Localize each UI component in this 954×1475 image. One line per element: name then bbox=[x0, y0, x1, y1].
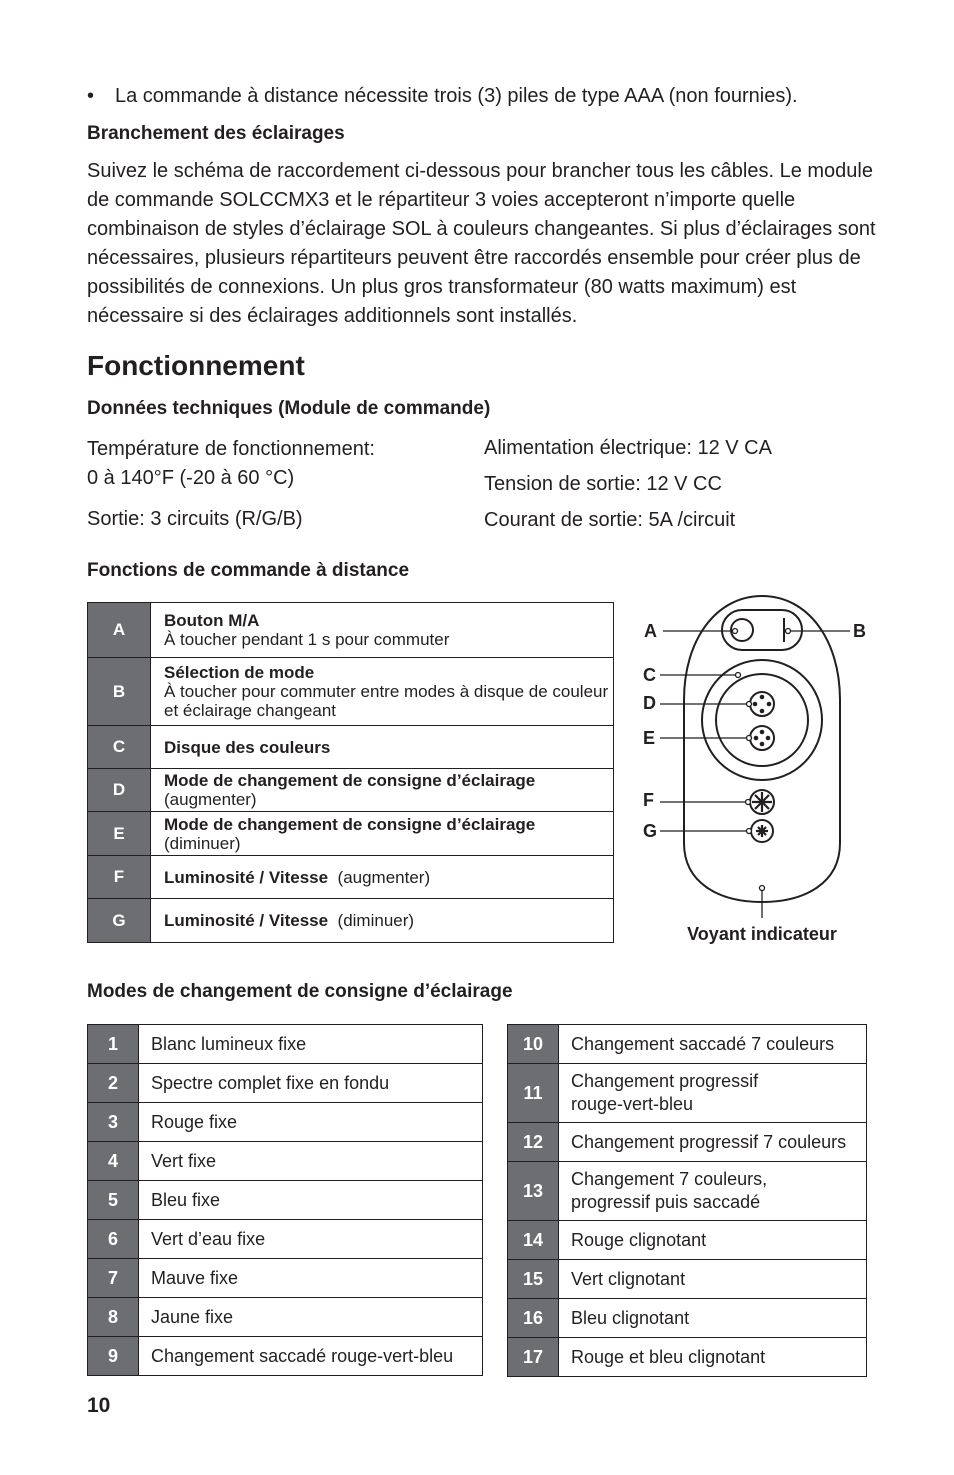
mode-text: Rouge et bleu clignotant bbox=[559, 1338, 867, 1377]
modes-table-left bbox=[87, 1024, 483, 1376]
table-row bbox=[88, 603, 614, 658]
label-d: D bbox=[643, 693, 656, 713]
table-row bbox=[88, 1259, 483, 1298]
table-row bbox=[88, 658, 614, 726]
mode-num: 1 bbox=[88, 1025, 139, 1064]
mode-text: Blanc lumineux fixe bbox=[139, 1025, 483, 1064]
mode-text: Changement progressif 7 couleurs bbox=[559, 1123, 867, 1162]
table-row bbox=[88, 856, 614, 899]
mode-num: 14 bbox=[508, 1221, 559, 1260]
row-title: Mode de changement de consigne d’éclairage bbox=[164, 814, 536, 834]
row-title: Mode de changement de consigne d’éclairage bbox=[164, 771, 536, 790]
row-desc: À toucher pour commuter entre modes à disque de couleur et éclairage changeant bbox=[164, 682, 609, 720]
table-row bbox=[508, 1221, 867, 1260]
indicator-label: Voyant indicateur bbox=[687, 924, 837, 944]
mode-text: Changement saccadé rouge-vert-bleu bbox=[139, 1337, 483, 1376]
row-desc: (diminuer) bbox=[164, 833, 241, 853]
table-row bbox=[88, 1298, 483, 1337]
remote-heading: Fonctions de commande à distance bbox=[87, 560, 410, 581]
mode-text: Changement 7 couleurs, progressif puis saccadé bbox=[559, 1162, 867, 1221]
mode-num: 5 bbox=[88, 1181, 139, 1220]
mode-text: Changement progressif rouge-vert-bleu bbox=[559, 1064, 867, 1123]
table-row bbox=[508, 1123, 867, 1162]
table-row bbox=[88, 1103, 483, 1142]
mode-num: 13 bbox=[508, 1162, 559, 1221]
remote-diagram bbox=[630, 590, 880, 955]
table-row bbox=[88, 1064, 483, 1103]
row-key: C bbox=[88, 726, 151, 769]
spec-temp-label: Température de fonctionnement: bbox=[87, 438, 375, 460]
row-content bbox=[151, 769, 614, 812]
color-disc-inner bbox=[716, 674, 808, 766]
mode-text: Bleu fixe bbox=[139, 1181, 483, 1220]
row-title: Luminosité / Vitesse bbox=[164, 867, 329, 887]
row-content bbox=[151, 658, 614, 726]
mode-num: 6 bbox=[88, 1220, 139, 1259]
table-row bbox=[508, 1299, 867, 1338]
label-b: B bbox=[853, 621, 866, 641]
row-title: Sélection de mode bbox=[164, 663, 315, 682]
row-title: Bouton M/A bbox=[164, 611, 260, 630]
table-row bbox=[88, 899, 614, 943]
spec-output: Sortie: 3 circuits (R/G/B) bbox=[87, 508, 303, 530]
mode-text: Rouge fixe bbox=[139, 1103, 483, 1142]
spec-temp-value: 0 à 140°F (-20 à 60 °C) bbox=[87, 467, 295, 489]
mode-num: 4 bbox=[88, 1142, 139, 1181]
table-row bbox=[88, 726, 614, 769]
mode-num: 16 bbox=[508, 1299, 559, 1338]
spec-voltage: Tension de sortie: 12 V CC bbox=[484, 473, 722, 495]
mode-num: 7 bbox=[88, 1259, 139, 1298]
row-content bbox=[151, 856, 614, 899]
table-row bbox=[508, 1260, 867, 1299]
page-title: Fonctionnement bbox=[87, 350, 305, 381]
table-row bbox=[88, 769, 614, 812]
mode-num: 12 bbox=[508, 1123, 559, 1162]
row-key: D bbox=[88, 769, 151, 812]
mode-text: Mauve fixe bbox=[139, 1259, 483, 1298]
mode-text: Bleu clignotant bbox=[559, 1299, 867, 1338]
row-content bbox=[151, 899, 614, 943]
row-key: A bbox=[88, 603, 151, 658]
mode-num: 2 bbox=[88, 1064, 139, 1103]
row-desc: (augmenter) bbox=[337, 867, 431, 887]
mode-num: 9 bbox=[88, 1337, 139, 1376]
spec-current: Courant de sortie: 5A /circuit bbox=[484, 509, 736, 531]
table-row bbox=[508, 1064, 867, 1123]
row-key: B bbox=[88, 658, 151, 726]
row-desc: À toucher pendant 1 s pour commuter bbox=[164, 630, 450, 649]
row-key: G bbox=[88, 899, 151, 943]
tech-heading: Données techniques (Module de commande) bbox=[87, 398, 491, 419]
mode-text: Vert d’eau fixe bbox=[139, 1220, 483, 1259]
branch-heading: Branchement des éclairages bbox=[87, 123, 345, 144]
mode-text: Spectre complet fixe en fondu bbox=[139, 1064, 483, 1103]
mode-text: Jaune fixe bbox=[139, 1298, 483, 1337]
table-row bbox=[88, 1220, 483, 1259]
mode-num: 10 bbox=[508, 1025, 559, 1064]
branch-paragraph: Suivez le schéma de raccordement ci-dessous pour brancher tous les câbles. Le module de commande SOLCCMX3 et le répartiteur 3 voies accepteront n’importe quelle combinaison de styles d’éclairage SOL à couleurs changeantes. Si plus d’éclairages sont nécessaires, plusieurs répartiteurs peuvent être raccordés ensemble pour créer plus de possibilités de connexions. Un plus gros transformateur (80 watts maximum) est nécessaire si des éclairages additionnels sont installés. bbox=[87, 160, 876, 327]
battery-note-text: La commande à distance nécessite trois (3) piles de type AAA (non fournies). bbox=[115, 85, 798, 107]
modes-heading: Modes de changement de consigne d’éclairage bbox=[87, 981, 513, 1002]
label-e: E bbox=[643, 728, 656, 748]
mode-text: Rouge clignotant bbox=[559, 1221, 867, 1260]
mode-num: 17 bbox=[508, 1338, 559, 1377]
mode-num: 15 bbox=[508, 1260, 559, 1299]
mode-text: Vert fixe bbox=[139, 1142, 483, 1181]
mode-down-icon bbox=[750, 726, 774, 750]
table-row bbox=[508, 1338, 867, 1377]
row-desc: (diminuer) bbox=[337, 911, 415, 930]
row-content bbox=[151, 812, 614, 856]
page-number: 10 bbox=[87, 1394, 111, 1417]
row-key: F bbox=[88, 856, 151, 899]
remote-functions-table bbox=[87, 602, 614, 943]
mode-text: Vert clignotant bbox=[559, 1260, 867, 1299]
label-c: C bbox=[643, 665, 656, 685]
mode-num: 3 bbox=[88, 1103, 139, 1142]
row-content bbox=[151, 726, 614, 769]
table-row bbox=[88, 1337, 483, 1376]
row-title: Disque des couleurs bbox=[164, 737, 331, 757]
label-a: A bbox=[644, 621, 657, 641]
color-disc-outer bbox=[702, 660, 822, 780]
modes-table-right bbox=[507, 1024, 867, 1377]
bullet-icon: • bbox=[87, 85, 95, 107]
row-content bbox=[151, 603, 614, 658]
label-g: G bbox=[643, 821, 658, 841]
table-row bbox=[88, 812, 614, 856]
mode-num: 11 bbox=[508, 1064, 559, 1123]
table-row bbox=[508, 1025, 867, 1064]
table-row bbox=[88, 1181, 483, 1220]
mode-num: 8 bbox=[88, 1298, 139, 1337]
mode-text: Changement saccadé 7 couleurs bbox=[559, 1025, 867, 1064]
row-title: Luminosité / Vitesse bbox=[164, 911, 329, 930]
row-key: E bbox=[88, 812, 151, 856]
row-desc: (augmenter) bbox=[164, 790, 257, 809]
table-row bbox=[88, 1025, 483, 1064]
battery-note bbox=[87, 83, 798, 109]
table-row bbox=[88, 1142, 483, 1181]
spec-power: Alimentation électrique: 12 V CA bbox=[484, 437, 772, 459]
label-f: F bbox=[643, 790, 654, 810]
table-row bbox=[508, 1162, 867, 1221]
